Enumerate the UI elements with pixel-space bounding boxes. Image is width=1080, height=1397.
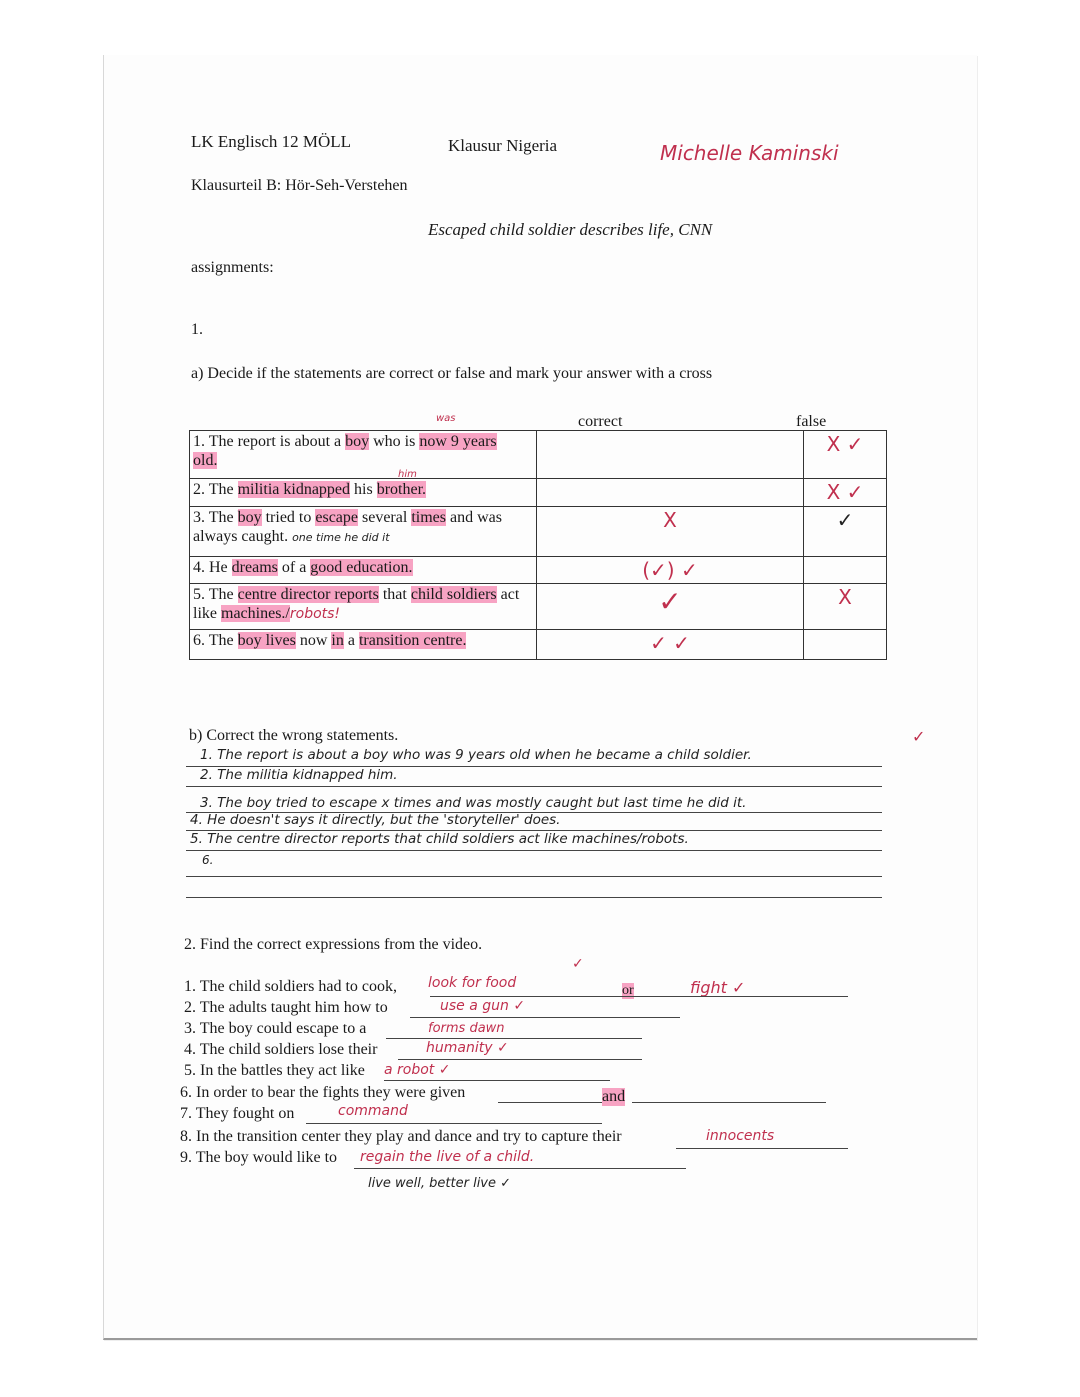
answer-line (410, 1017, 680, 1018)
statement-3: 3. The boy tried to escape several times and was always caught. one time he did it (190, 507, 537, 557)
expression-6-and: and (602, 1088, 626, 1105)
task-number: 1. (191, 321, 203, 338)
table-row (190, 630, 887, 660)
expression-3-answer: forms dawn (428, 1021, 505, 1036)
expression-6: 6. In order to bear the fights they were given (180, 1084, 466, 1101)
correction-5: 5. The centre director reports that child soldiers act like machines/robots. (190, 831, 689, 847)
expression-8: 8. In the transition center they play and dance and try to capture their (180, 1128, 622, 1145)
correction-6: 6. (202, 853, 214, 867)
statement-1: 1. The report is about a boy who is now 9 years old. (190, 431, 537, 479)
expression-1-or: or (622, 983, 634, 998)
answer-line (498, 1102, 602, 1103)
correction-4: 4. He doesn't says it directly, but the 'storyteller' does. (190, 812, 561, 828)
expression-1-answer-2: fight ✓ (690, 978, 746, 997)
mark-r5-correct: ✓ (658, 585, 682, 618)
expression-2: 2. The adults taught him how to (184, 999, 388, 1016)
mark-r6-correct: ✓ ✓ (650, 631, 690, 655)
col-false: false (796, 413, 827, 430)
expression-9-answer: regain the live of a child. (360, 1149, 535, 1165)
expression-4-answer: humanity ✓ (426, 1040, 509, 1056)
mark-r3-correct: X (663, 508, 677, 532)
task-2-tick: ✓ (572, 956, 584, 972)
mark-r5-false: X (838, 585, 852, 609)
statement-2: 2. The militia kidnapped his brother. (190, 479, 537, 507)
exam-part: Klausurteil B: Hör-Seh-Verstehen (191, 177, 408, 194)
table-row (190, 431, 887, 479)
correction-2: 2. The militia kidnapped him. (200, 767, 398, 783)
answer-line (354, 1168, 686, 1169)
statement-6: 6. The boy lives now in a transition centre. (190, 630, 537, 660)
mark-r3-false: ✓ (836, 508, 854, 532)
expression-7-answer: command (338, 1103, 408, 1119)
assignments-label: assignments: (191, 259, 274, 276)
answer-line (186, 766, 882, 767)
handwritten-him: him (398, 469, 417, 480)
col-correct: correct (578, 413, 623, 430)
expression-9-note: live well, better live ✓ (368, 1176, 512, 1191)
answer-line (430, 996, 848, 997)
expression-8-answer: innocents (706, 1128, 775, 1144)
answer-line (186, 786, 882, 787)
answer-line (384, 1080, 610, 1081)
exam-title: Klausur Nigeria (448, 136, 558, 155)
student-name: Michelle Kaminski (660, 141, 839, 165)
task-2-instruction: 2. Find the correct expressions from the video. (184, 936, 483, 953)
expression-2-answer: use a gun ✓ (440, 998, 526, 1014)
table-row (190, 584, 887, 630)
answer-line (386, 1038, 642, 1039)
mark-r1-false: X ✓ (826, 432, 864, 456)
expression-1-answer: look for food (428, 975, 517, 991)
expression-5-answer: a robot ✓ (384, 1062, 451, 1078)
mark-r4-correct: (✓) ✓ (642, 558, 698, 582)
statement-4: 4. He dreams of a good education. (190, 557, 537, 584)
table-row (190, 507, 887, 557)
task-b-instruction: b) Correct the wrong statements. (189, 727, 399, 744)
answer-line (186, 897, 882, 898)
handwritten-was: was (436, 413, 456, 424)
answer-line (186, 830, 882, 831)
expression-1: 1. The child soldiers had to cook, (184, 978, 397, 995)
answer-line (632, 1102, 826, 1103)
statements-table (189, 430, 887, 660)
correction-3: 3. The boy tried to escape x times and was mostly caught but last time he did it. (200, 795, 747, 811)
correction-1: 1. The report is about a boy who was 9 years old when he became a child soldier. (200, 747, 752, 763)
answer-line (186, 876, 882, 877)
task-b-tick: ✓ (912, 727, 926, 746)
answer-line (186, 812, 882, 813)
answer-line (186, 850, 882, 851)
course-label: LK Englisch 12 MÖLL (191, 132, 352, 151)
video-title: Escaped child soldier describes life, CNN (428, 220, 713, 239)
answer-line (306, 1123, 602, 1124)
expression-5: 5. In the battles they act like (184, 1062, 365, 1079)
answer-line (398, 1059, 642, 1060)
mark-r2-false: X ✓ (826, 480, 864, 504)
answer-line (676, 1148, 848, 1149)
table-row (190, 557, 887, 584)
expression-4: 4. The child soldiers lose their (184, 1041, 378, 1058)
statement-5: 5. The centre director reports that child soldiers act like machines./robots! (190, 584, 537, 630)
expression-3: 3. The boy could escape to a (184, 1020, 367, 1037)
task-a-instruction: a) Decide if the statements are correct or false and mark your answer with a cross (191, 365, 713, 382)
expression-7: 7. They fought on (180, 1105, 295, 1122)
expression-9: 9. The boy would like to (180, 1149, 338, 1166)
table-row (190, 479, 887, 507)
